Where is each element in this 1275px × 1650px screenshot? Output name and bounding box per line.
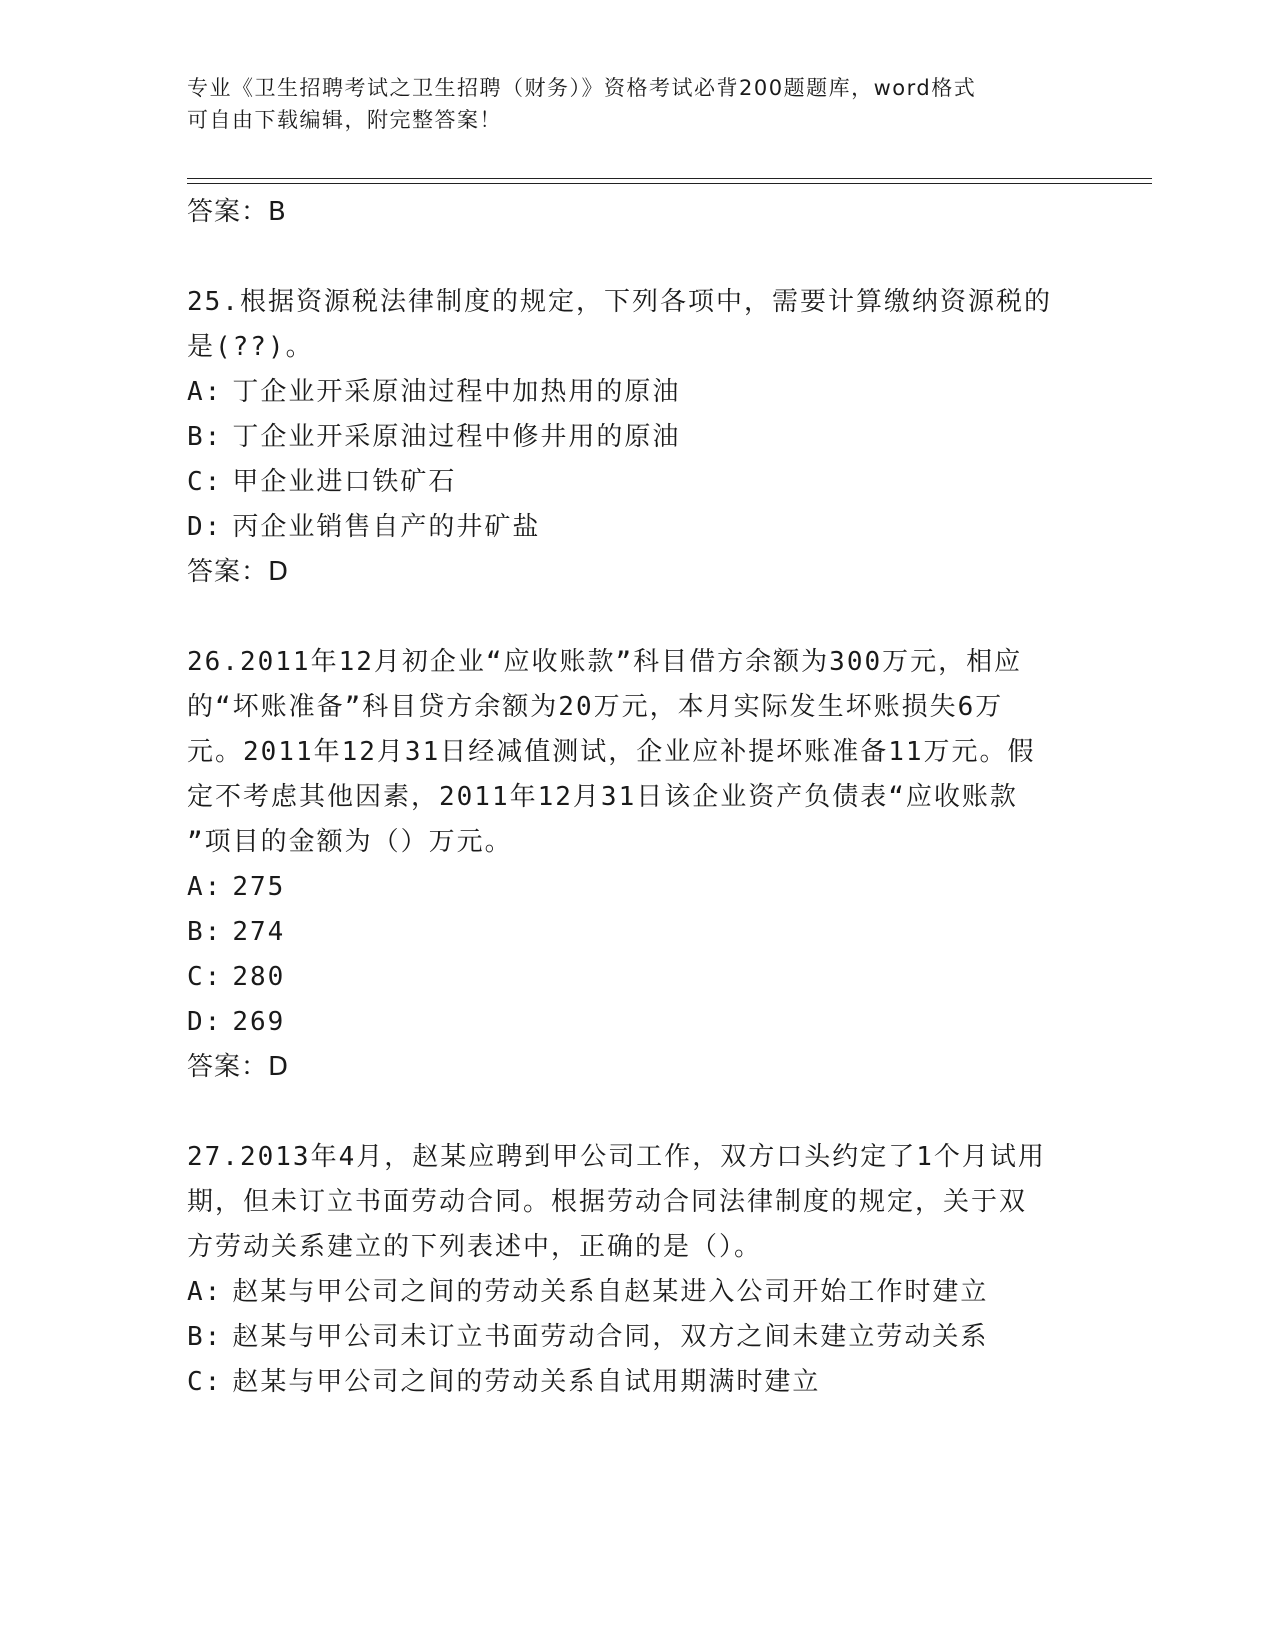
option-label: C: xyxy=(187,1367,223,1397)
option-a xyxy=(187,865,1087,910)
question-stem xyxy=(187,1135,1087,1270)
stem-line: 25.根据资源税法律制度的规定，下列各项中，需要计算缴纳资源税的 xyxy=(187,287,1052,317)
option-b xyxy=(187,910,1087,955)
question-25 xyxy=(187,280,1087,594)
answer-line: 答案：B xyxy=(187,197,287,227)
option-text: 甲企业进口铁矿石 xyxy=(232,467,457,497)
option-b xyxy=(187,415,1087,460)
question-stem xyxy=(187,280,1087,370)
document-header xyxy=(187,72,1067,136)
stem-line: 是(??)。 xyxy=(187,332,314,362)
header-divider-top xyxy=(187,178,1152,179)
option-text: 赵某与甲公司未订立书面劳动合同，双方之间未建立劳动关系 xyxy=(232,1322,989,1352)
option-a xyxy=(187,1270,1087,1315)
question-list xyxy=(187,190,1087,1405)
option-label: B: xyxy=(187,1322,223,1352)
stem-line: 27.2013年4月，赵某应聘到甲公司工作，双方口头约定了1个月试用 xyxy=(187,1142,1046,1172)
option-a xyxy=(187,370,1087,415)
option-text: 275 xyxy=(232,872,286,902)
question-26 xyxy=(187,640,1087,1089)
option-label: B: xyxy=(187,422,223,452)
header-title-line-1: 专业《卫生招聘考试之卫生招聘（财务）》资格考试必背200题题库，word格式 xyxy=(187,76,977,100)
option-text: 274 xyxy=(232,917,286,947)
option-b xyxy=(187,1315,1087,1360)
option-label: C: xyxy=(187,467,223,497)
option-text: 280 xyxy=(232,962,286,992)
question-27 xyxy=(187,1135,1087,1405)
option-text: 赵某与甲公司之间的劳动关系自试用期满时建立 xyxy=(232,1367,821,1397)
option-c xyxy=(187,460,1087,505)
option-label: C: xyxy=(187,962,223,992)
option-label: A: xyxy=(187,377,223,407)
question-stem xyxy=(187,640,1087,865)
option-d xyxy=(187,1000,1087,1045)
stem-line: 元。2011年12月31日经减值测试，企业应补提坏账准备11万元。假 xyxy=(187,737,1036,767)
answer-line: 答案：D xyxy=(187,557,290,587)
stem-line: 方劳动关系建立的下列表述中，正确的是（）。 xyxy=(187,1232,763,1262)
answer-line: 答案：D xyxy=(187,1052,290,1082)
option-text: 丁企业开采原油过程中修井用的原油 xyxy=(232,422,681,452)
header-divider-bottom xyxy=(187,183,1152,184)
option-label: B: xyxy=(187,917,223,947)
header-title-line-2: 可自由下载编辑，附完整答案！ xyxy=(187,108,502,132)
option-label: A: xyxy=(187,1277,223,1307)
option-label: A: xyxy=(187,872,223,902)
option-label: D: xyxy=(187,512,223,542)
option-d xyxy=(187,505,1087,550)
option-text: 丙企业销售自产的井矿盐 xyxy=(232,512,541,542)
stem-line: ”项目的金额为（）万元。 xyxy=(187,827,513,857)
stem-line: 26.2011年12月初企业“应收账款”科目借方余额为300万元，相应 xyxy=(187,647,1023,677)
option-c xyxy=(187,955,1087,1000)
stem-line: 的“坏账准备”科目贷方余额为20万元，本月实际发生坏账损失6万 xyxy=(187,692,1004,722)
option-label: D: xyxy=(187,1007,223,1037)
stem-line: 期，但未订立书面劳动合同。根据劳动合同法律制度的规定，关于双 xyxy=(187,1187,1028,1217)
option-text: 赵某与甲公司之间的劳动关系自赵某进入公司开始工作时建立 xyxy=(232,1277,989,1307)
option-text: 269 xyxy=(232,1007,286,1037)
option-text: 丁企业开采原油过程中加热用的原油 xyxy=(232,377,681,407)
option-c xyxy=(187,1360,1087,1405)
stem-line: 定不考虑其他因素，2011年12月31日该企业资产负债表“应收账款 xyxy=(187,782,1018,812)
